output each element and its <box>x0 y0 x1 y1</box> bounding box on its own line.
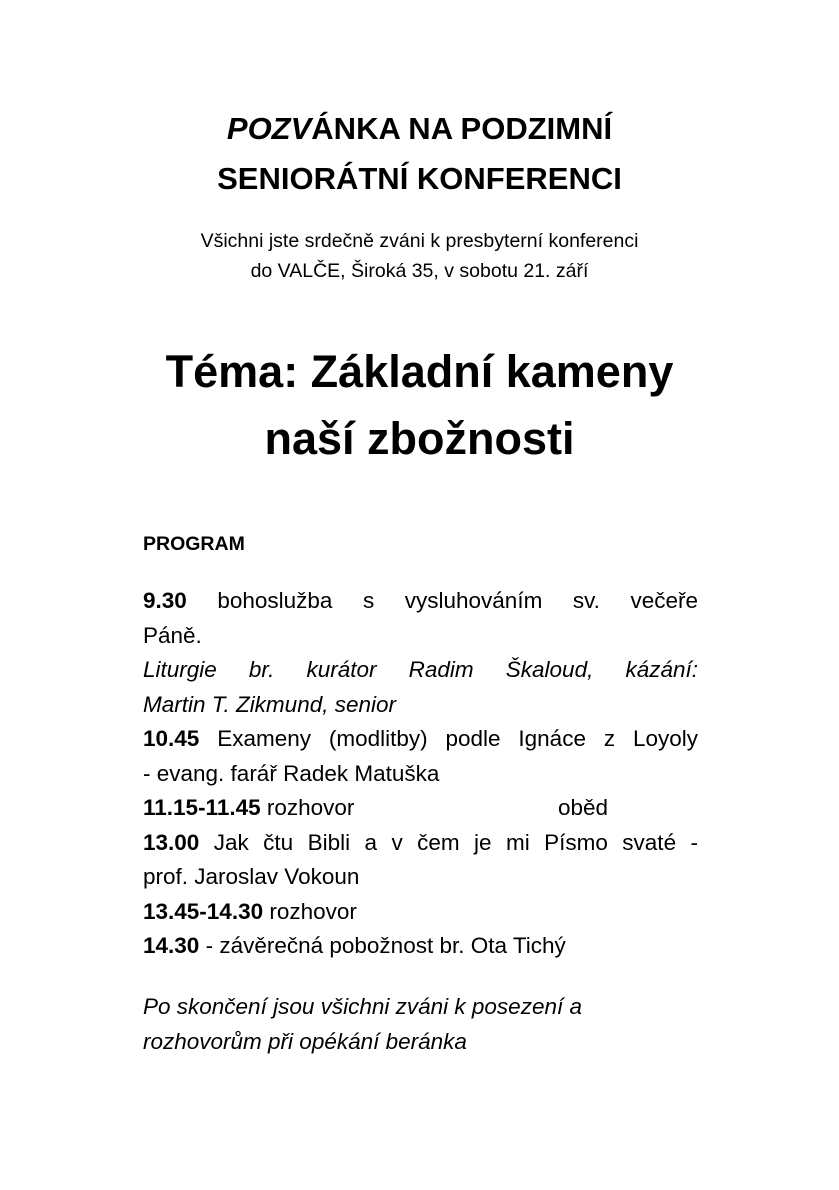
title-rest-part: ÁNKA NA PODZIMNÍ <box>311 111 613 146</box>
program-text: - závěrečná pobožnost br. Ota Tichý <box>205 933 566 958</box>
closing-line-1: Po skončení jsou všichni zváni k posezení a <box>143 994 582 1019</box>
intro-line-1: Všichni jste srdečně zváni k presbyterní konferenci <box>200 230 639 252</box>
title-italic-part: POZV <box>226 111 312 146</box>
program-text: bohoslužba s vysluhováním sv. večeře <box>217 588 698 613</box>
program-text: rozhovor <box>269 898 357 924</box>
program-time: 11.15-11.45 <box>143 795 261 820</box>
theme-line-1: Téma: Základní kameny <box>165 346 674 397</box>
program-time: 9.30 <box>143 588 187 613</box>
program-text: rozhovor <box>266 795 355 820</box>
program-item-2-line-2: - evang. farář Radek Matuška <box>143 760 440 786</box>
program-text: Exameny (modlitby) podle Ignáce z Loyoly <box>217 726 698 751</box>
program-time: 13.00 <box>143 829 200 855</box>
program-time: 14.30 <box>143 933 200 958</box>
program-item-3 <box>143 791 698 826</box>
program-item-6 <box>143 929 698 964</box>
closing-line-2: rozhovorům při opékání beránka <box>143 1028 467 1054</box>
program-item-0-line-1 <box>143 584 698 619</box>
program-item-1-line-2: Martin T. Zikmund, senior <box>143 691 397 717</box>
program-heading: PROGRAM <box>143 533 245 555</box>
program-text: Jak čtu Bibli a v čem je mi Písmo svaté - <box>213 829 698 855</box>
program-item-4-line-2: prof. Jaroslav Vokoun <box>143 864 360 889</box>
lunch-label: oběd <box>558 795 609 820</box>
program-item-2-line-1 <box>143 722 698 757</box>
program-time: 13.45-14.30 <box>143 898 264 924</box>
page-title <box>0 104 839 204</box>
title-line-1 <box>0 104 839 154</box>
intro-text <box>0 226 839 286</box>
closing-note <box>143 990 698 1059</box>
title-line-2: SENIORÁTNÍ KONFERENCI <box>217 161 622 196</box>
theme-line-2: naší zbožnosti <box>264 413 575 464</box>
intro-line-2: do VALČE, Široká 35, v sobotu 21. září <box>250 260 589 282</box>
program-list <box>143 584 698 964</box>
program-item-0-line-2: Páně. <box>143 622 202 648</box>
program-item-5 <box>143 895 698 930</box>
program-item-1-line-1: Liturgie br. kurátor Radim Škaloud, kázání: <box>143 657 698 682</box>
program-item-4-line-1 <box>143 826 698 861</box>
program-time: 10.45 <box>143 726 200 751</box>
theme-heading <box>0 338 839 472</box>
